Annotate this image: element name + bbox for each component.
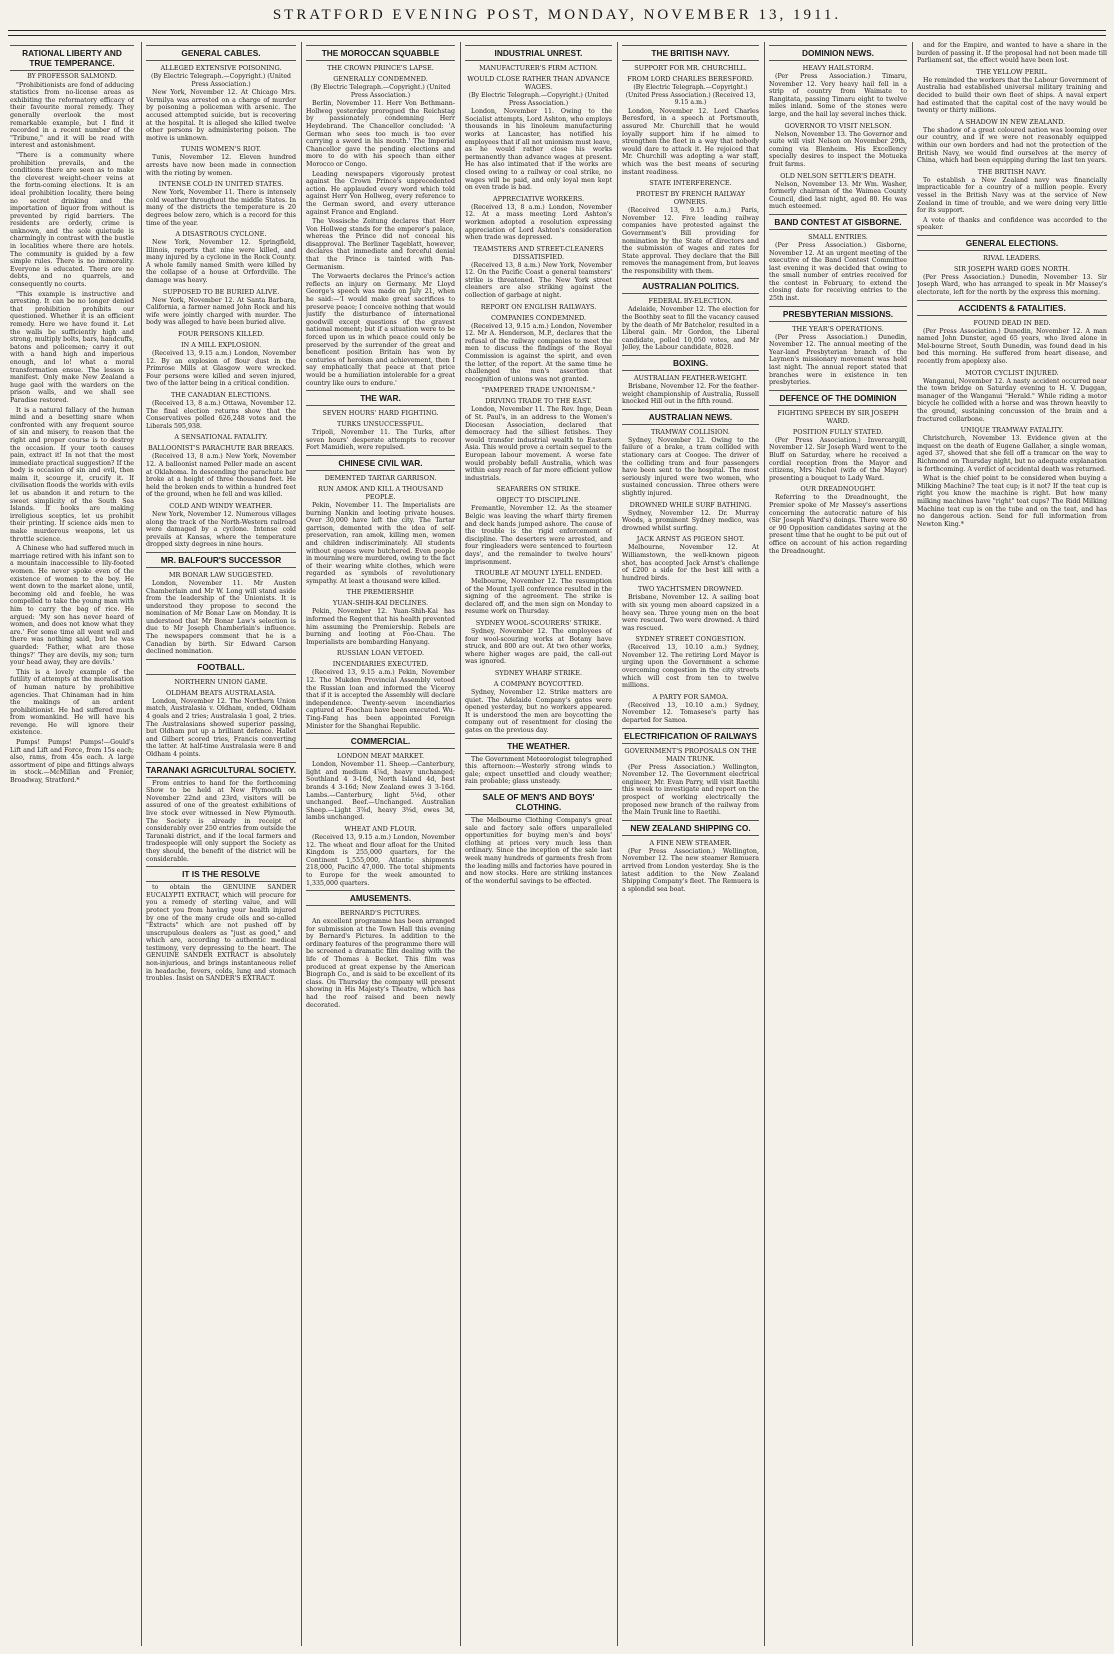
sub-headline: DEMENTED TARTAR GARRISON.: [324, 473, 437, 482]
article-paragraph: (Received 13, 8 a.m.) London, November 12. At a mass meeting Lord Ashton's workmen adopted a resolution expressing appreciation of Lord Ashton's consideration when trade was depressed.: [465, 203, 612, 242]
article-paragraph: London, November 11. Sheep.—Canterbury, light and medium 4⅞d, heavy unchanged; Southland 4 3-16d, North Island 4d, best brands 4 3-16d; New Zealand ewes 3 3-16d. Lambs.—Canterbury, light 5⅛d, other unchanged. Beef.—Unchanged. Australian Sheep.—Light 3⅞d, heavy 3⅝d, ewes 3d, lambs unchanged.: [306, 761, 455, 822]
sub-headline: SEAFARERS ON STRIKE.: [496, 485, 581, 494]
sub-headline: MOTOR CYCLIST INJURED.: [965, 368, 1059, 377]
byline: (By Electric Telegraph.—Copyright.) (United Press Association.): [310, 84, 451, 99]
byline: BY PROFESSOR SALMOND.: [27, 73, 117, 80]
sub-headline: BERNARD'S PICTURES.: [340, 909, 421, 918]
sub-headline: SUPPORT FOR MR. CHURCHILL.: [634, 64, 747, 72]
sub-headline: AUSTRALIAN FEATHER-WEIGHT.: [633, 374, 748, 383]
article-headline: INDUSTRIAL UNREST.: [465, 45, 612, 61]
column-divider: [460, 42, 461, 1646]
sub-headline: SYDNEY WHARF STRIKE.: [494, 669, 583, 678]
sub-headline: SUPPOSED TO BE BURIED ALIVE.: [162, 287, 280, 296]
column-divider: [764, 42, 765, 1646]
byline: (By Electric Telegraph.—Copyright.) (United Press Association.) (Received 13, 9.15 a.m.): [625, 84, 756, 107]
article-paragraph: (Received 13, 10.10 a.m.) Sydney, November 12. Tomasese's party has departed for Samoa.: [622, 701, 759, 725]
sub-headline: COMPANIES CONDEMNED.: [490, 313, 587, 322]
article-paragraph: A Chinese who had suffered much in marriage retired with his infant son to a mountain inaccessible to lily-footed women. He never spoke even of the existence of women to the boy. He went down to the market alone, until, becoming old and feeble, he was compelled to take the young man with him to carry the bag of rice. He argued: 'My son has never heard of women, and does not know what they are.' For some time all went well and there was nothing said, but he was guarded: 'Father, what are those things?' 'They are devils, my son; turn your head away, they are devils.': [10, 545, 134, 667]
sub-headline: POSITION FULLY STATED.: [792, 427, 884, 436]
article-paragraph: He reminded the workers that the Labour Government of Australia had established universal military training and decided to build their own fleet of ships. A naval expert had estimated that the capital cost of the navy would be twenty or thirty millions.: [917, 76, 1107, 115]
sub-headline: IN A MILL EXPLOSION.: [180, 341, 262, 350]
article-paragraph: (Per Press Association.) Dunedin, November 12. The annual meeting of the Year-land Presbyterian branch of the Laymen's missionary movement was held last night. The annual report stated that branches were in existence in ten presbyteries.: [769, 333, 907, 387]
sub-headline: INCENDIARIES EXECUTED.: [332, 660, 429, 669]
article-paragraph: (Received 13, 9.15 a.m.) Paris, November 12. Five leading railway companies have protested against the Government's Bill providing for nomination by the State of directors and the submission of wages and rates for State approval. They declare that the Bill removes the management from, but leaves the responsibility with them.: [622, 207, 759, 275]
article-paragraph: A vote of thanks and confidence was accorded to the speaker.: [917, 216, 1107, 232]
article-headline: MR. BALFOUR'S SUCCESSOR: [146, 552, 296, 568]
sub-headline: A COMPANY BOYCOTTED.: [493, 680, 584, 689]
sub-headline: A PARTY FOR SAMOA.: [652, 692, 729, 701]
article-headline: GENERAL ELECTIONS.: [917, 235, 1107, 251]
article-paragraph: Sydney, November 12. Strike matters are quiet. The Adelaide Company's gates were opened yesterday, but no workers appeared. It is understood the men are boycotting the company out of resentment for closing the gates on the previous day.: [465, 689, 612, 734]
article-paragraph: (Received 13, 8 a.m.) New York, November 12. A balloonist named Peller made an ascent at Oklahoma. In descending the parachute bar broke at a height of three thousand feet. He held the broken ends to within a hundred feet of the ground, when he fell and was killed.: [146, 453, 296, 499]
sub-headline: SYDNEY STREET CONGESTION.: [635, 635, 746, 644]
sub-headline: THE PREMIERSHIP.: [346, 588, 415, 597]
column-divider: [912, 42, 913, 1646]
article-paragraph: Referring to the Dreadnought, the Premier spoke of Mr Massey's assertions concerning the autocratic nature of his (Sir Joseph Ward's) doings. There were 80 or 90 Opposition candidates saying at the present time that he ought to be put out of office on account of his action regarding the Dreadnought.: [769, 494, 907, 555]
byline: (By Electric Telegraph.—Copyright.) (United Press Association.): [468, 92, 609, 107]
article-paragraph: (Per Press Association.) Gisborne, November 12. At an urgent meeting of the executive of the Band Contest Committee last evening it was decided that owing to the small number of entries received for the contest in February, to extend the closing date for receiving entries to the 25th inst.: [769, 241, 907, 303]
column-4: [465, 42, 612, 1646]
article-paragraph: (Per Press Association.) Dunedin, November 12. A man named John Dunster, aged 65 years, who lived alone in Mel-bourne Street, South Dunedin, was found dead in his bed this morning. He suffered from heart disease, and recently from apoplexy also.: [917, 327, 1107, 366]
article-headline: COMMERCIAL.: [306, 733, 455, 749]
article-paragraph: "This example is instructive and arresting. It can be no longer denied that prohibition prohibits our questioned. Whether it is an efficient remedy. Here we have found it. Let the walls be sufficiently high and strong, multiply bolts, bars, handcuffs, batons and policemen; carry it out with a hand high and imperious enough, and lo! what a moral transformation ensue. The lesson is manifest. Only make New Zealand a huge gaol with the warders on the prison walls, and we shall see Paradise restored.: [10, 290, 134, 404]
article-headline: AMUSEMENTS.: [306, 890, 455, 906]
sub-headline: BALLOONIST'S PARACHUTE BAR BREAKS.: [147, 444, 295, 453]
sub-headline: THE YELLOW PERIL.: [976, 67, 1048, 76]
sub-headline: TRAMWAY COLLISION.: [651, 427, 730, 436]
article-paragraph: and for the Empire, and wanted to have a share in the burden of passing it. If the proposal had not been made till Parliament sat, the effect would have been lost.: [917, 42, 1107, 65]
article-paragraph: New York, November 12. At Chicago Mrs. Vermilya was arrested on a charge of murder by poisoning a policeman with arsenic. The accused attempted suicide, but is recovering at the hospital. It is alleged she killed twelve other persons by administering poison. The motive is unknown.: [146, 89, 296, 142]
article-paragraph: Christchurch, November 13. Evidence given at the inquest on the death of Eugene Gallaher, a single woman, aged 37, showed that she fell off a tramcar on the way to Richmond on Thursday night, but no adequate explanation is forthcoming. A verdict of accidental death was returned.: [917, 435, 1107, 473]
article-paragraph: The shadow of a great coloured nation was looming over our country, and if we were not reasonably equipped within our own borders and had not the protection of the British Navy, we would find ourselves at the mercy of China, which had been equipping during the last ten years.: [917, 126, 1107, 165]
article-headline: DOMINION NEWS.: [769, 45, 907, 61]
sub-headline: INTENSE COLD IN UNITED STATES.: [158, 180, 284, 189]
article-headline: SALE OF MEN'S AND BOYS' CLOTHING.: [465, 789, 612, 815]
sub-headline: FOUND DEAD IN BED.: [973, 318, 1051, 327]
article-paragraph: Fremantle, November 12. As the steamer Belgic was leaving the wharf thirty firemen and deck hands jumped ashore. The cause of the trouble is the rigid enforcement of discipline. The deserters were arrested, and four ringleaders were sentenced to fourteen days', and the remainder to twelve hours' imprisonment.: [465, 505, 612, 566]
sub-headline: RIVAL LEADERS.: [983, 253, 1041, 262]
sub-headline: RUN AMOK AND KILL A THOUSAND PEOPLE.: [317, 484, 444, 501]
sub-headline: MR BONAR LAW SUGGESTED.: [168, 570, 274, 579]
article-paragraph: (Received 13, 8 a.m.) Ottawa, November 12. The final election returns show that the Conservatives polled 626,248 votes and the Liberals 595,938.: [146, 400, 296, 430]
article-paragraph: Tripoli, November 11. The Turks, after seven hours' desperate attempts to recover Fort Mamidieh, were repulsed.: [306, 429, 455, 452]
sub-headline: TROUBLE AT MOUNT LYELL ENDED.: [474, 569, 603, 578]
article-paragraph: Sydney, November 12. Owing to the failure of a brake, a tram collided with stationary cars at Coogee. The driver of the colliding tram and four passengers have been sent to the hospital. The most seriously injured were two women, who sustained concussion. Three others were slightly injured.: [622, 436, 759, 497]
article-paragraph: New York, November 12. Numerous villages along the track of the North-Western railroad were damaged by a cyclone. Intense cold prevails at Kansas, where the temperature dropped sixty degrees in nine hours.: [146, 510, 296, 549]
article-paragraph: Adelaide, November 12. The election for the Boothby seat to fill the vacancy caused by the death of Mr Batchelor, resulted in a Liberal gain. Mr Gordon, the Liberal candidate, polled 10,050 votes, and Mr Jelley, the Labour candidate, 8028.: [622, 306, 759, 352]
masthead-rule-bottom: [8, 35, 1106, 36]
article-paragraph: (Per Press Association.) Invercargill, November 12. Sir Joseph Ward went to the Bluff on Saturday, where he received a cordial reception from the Mayor and citizens, Mrs Nichol (wife of the Mayor) presenting a bouquet to Lady Ward.: [769, 436, 907, 482]
column-divider: [301, 42, 302, 1646]
article-paragraph: London, November 11. Mr Austen Chamberlain and Mr W. Long will stand aside from the leadership of the Unionists. It is understood they propose to second the nomination of Mr Bonar Law on Monday. It is understood that Mr Bonar Law's selection is due to Mr Joseph Chamberlain's influence. The newspapers comment that he is a Canadian by birth. Sir Edward Carson declined nomination.: [146, 579, 296, 656]
article-paragraph: "There is a community where prohibition prevails, and the conditions there are seen as to make the cleverest weight-cheer veins at the fortn-coming elections. It is an ideal prohibition locality, there being no secret drinking and the importation of liquor from without is prevented by rigid barriers. The residents are orderly, crime is unknown, and the sole quietude is charmingly in contrast with the bustle in localities where there are hotels. The community is guided by a few simple rules. There is no immorality. Everyone is educated. There are no debts, and no quarrels, and consequently no courts.: [10, 151, 134, 289]
article-paragraph: to obtain the GENUINE SANDER EUCALYPTI EXTRACT, which will procure for you a remedy of sterling value, and will protect you from having your health injured by one of the many crude oils and so-called "Extracts" which are not pushed off by unscrupulous dealers as "just as good," and which are, according to authentic medical testimony, very depressing to the heart. The GENUINE SANDER EXTRACT is absolutely non-injurious, and brings instantaneous relief in headache, fevers, colds, lung and stomach troubles. Insist on SANDER'S EXTRACT.: [146, 884, 296, 983]
sub-headline: OUR DREADNOUGHT.: [800, 485, 876, 494]
article-paragraph: Nelson, November 13. The Governor and suite will visit Nelson on November 29th, coming via Blenheim. His Excellency specially desires to inspect the Motueka fruit farms.: [769, 130, 907, 168]
sub-headline: ALLEGED EXTENSIVE POISONING.: [160, 64, 282, 72]
article-paragraph: Leading newspapers vigorously protest against the Crown Prince's unprecedented action. He applauded every word which told against Herr Von Hollweg, every reference to the German sword, and every utterance against France and England.: [306, 170, 455, 216]
article-paragraph: Brisbane, November 12. A sailing boat with six young men aboard capsized in a heavy sea. Three young men on the boat were rescued. Two were drowned. A third was rescued.: [622, 594, 759, 632]
article-paragraph: Sydney, November 12. The employees of four wool-scouring works at Botany have struck, and 800 are out. At two other works, where higher wages are paid, the call-out was ignored.: [465, 628, 612, 666]
sub-headline: FEDERAL BY-ELECTION.: [648, 297, 733, 306]
sub-headline: WHEAT AND FLOUR.: [344, 824, 417, 833]
article-headline: TARANAKI AGRICULTURAL SOCIETY.: [146, 762, 296, 778]
article-headline: ELECTRIFICATION OF RAILWAYS: [622, 728, 759, 744]
sub-headline: TWO YACHTSMEN DROWNED.: [637, 585, 744, 594]
article-headline: THE MOROCCAN SQUABBLE: [306, 45, 455, 61]
article-paragraph: Brisbane, November 12. For the feather-weight championship of Australia, Russell knocked Hill out in the fifth round.: [622, 383, 759, 406]
sub-headline: OBJECT TO DISCIPLINE.: [496, 496, 581, 505]
sub-headline: REPORT ON ENGLISH RAILWAYS.: [480, 302, 597, 311]
sub-headline: COLD AND WINDY WEATHER.: [169, 501, 273, 510]
column-divider: [141, 42, 142, 1646]
article-headline: IT IS THE RESOLVE: [146, 866, 296, 882]
sub-headline: DROWNED WHILE SURF BATHING.: [629, 500, 752, 509]
column-3: [306, 42, 455, 1646]
sub-headline: OLDHAM BEATS AUSTRALASIA.: [166, 688, 276, 697]
sub-headline: A SHADOW IN NEW ZEALAND.: [958, 117, 1066, 126]
article-paragraph: Pekin, November 11. The Imperialists are burning Nankin and looting private houses. Over 30,000 have left the city. The Tartar garrison, demented with the idea of self-preservation, ran amok, killing men, women and children indiscriminately. All students without queues were butchered. Even people in mourning were murdered, owing to the fact of their wearing white clothes, which were regarded as symbols of revolutionary sympathy. At least a thousand were killed.: [306, 501, 455, 585]
sub-headline: "PAMPERED TRADE UNIONISM.": [481, 386, 596, 395]
article-headline: THE BRITISH NAVY.: [622, 45, 759, 61]
article-paragraph: The Vossische Zeitung declares that Herr Von Hollweg stands for the emperor's palace, whereas the Prince did not conceal his disapproval. The Berliner Tageblatt, however, declares that immediate and forceful denial that the Prince is tainted with Pan-Germanism.: [306, 218, 455, 271]
sub-headline: SYDNEY WOOL-SCOURERS' STRIKE.: [475, 619, 602, 628]
sub-headline: UNIQUE TRAMWAY FATALITY.: [960, 426, 1064, 435]
advertisement-notice: Pumps! Pumps! Pumps!—Gould's Lift and Lift and Force, from 15s each; also, rams, from 45s each. A large assortment of pipe and fittings always in stock.—McMillan and Frenier, Broadway, Stratford.*: [10, 739, 134, 785]
article-headline: AUSTRALIAN NEWS.: [622, 409, 759, 425]
sub-headline: SMALL ENTRIES.: [808, 232, 868, 241]
article-headline: BOXING.: [622, 355, 759, 371]
article-paragraph: Nelson, November 13. Mr Wm. Washer, formerly chairman of the Waimea County Council, died last night, aged 80. He was much esteemed.: [769, 180, 907, 211]
sub-headline: TUNIS WOMEN'S RIOT.: [180, 145, 262, 154]
article-paragraph: (Per Press Association.) Wellington, November 12. The new steamer Remuera arrived from London yesterday. She is the latest addition to the New Zealand Shipping Company's fleet. The Remuera is a splendid sea boat.: [622, 847, 759, 893]
article-headline: ACCIDENTS & FATALITIES.: [917, 300, 1107, 316]
article-headline: RATIONAL LIBERTY AND TRUE TEMPERANCE.: [10, 45, 134, 71]
sub-headline: APPRECIATIVE WORKERS.: [492, 194, 585, 203]
column-7: [917, 42, 1107, 1646]
article-paragraph: London, November 11. Owing to the Socialist attempts, Lord Ashton, who employs thousands in his linoleum manufacturing works at Lancaster, has notified his employees that if all not unionism must leave, as he would rather close his works permanently than advance wages at present. He has also intimated that if the works are closed owing to a railway or coal strike, no wages will be paid, and only loyal men kept on even trade is bad.: [465, 108, 612, 192]
sub-headline: YUAN-SHIH-KAI DECLINES.: [332, 599, 429, 608]
sub-headline: FIGHTING SPEECH BY SIR JOSEPH WARD.: [777, 408, 899, 425]
sub-headline: THE YEAR'S OPERATIONS.: [792, 324, 884, 333]
article-paragraph: This is a lovely example of the futility of attempts at the moralisation of human nature by prohibitive agencies. That Chinaman had in him the makings of an ardent prohibitionist. He had suffered much from womankind. He will have his revenge. He will ignore their existence.: [10, 668, 134, 737]
sub-headline: NORTHERN UNION GAME.: [174, 677, 268, 686]
sub-headline: GOVERNMENT'S PROPOSALS ON THE MAIN TRUNK.: [624, 746, 757, 763]
sub-headline: FOUR PERSONS KILLED.: [177, 330, 265, 339]
article-paragraph: Sydney, November 12. Dr. Murray Woods, a prominent Sydney medico, was drowned whilst surfing.: [622, 509, 759, 532]
article-paragraph: Wanganui, November 12. A nasty accident occurred near the town bridge on Saturday evening to H. V. Duggan, manager of the Wanganui "Herald." While riding a motor bicycle he collided with a horse and was thrown heavily to the ground, sustaining concussion of the brain and a fractured collarbone.: [917, 377, 1107, 423]
article-headline: FOOTBALL.: [146, 659, 296, 675]
sub-headline: TEAMSTERS AND STREET-CLEANERS DISSATISFIED.: [473, 244, 604, 261]
sub-headline: THE CROWN PRINCE'S LAPSE.: [327, 64, 434, 72]
article-paragraph: An excellent programme has been arranged for submission at the Town Hall this evening by Bernard's Pictures. In addition to the ordinary features of the programme there will be screened a dramatic film dealing with the life of Thomas à Becket. This film was produced at great expense by the American Biograph Co., and is said to be excellent of its class. On Thursday the company will present showing in His Majesty's Theatre, which has had the roof raised and been newly decorated.: [306, 918, 455, 1009]
article-paragraph: (Received 13, 9.15 a.m.) London, November 12. By an explosion of flour dust in the Primrose Mills at Glasgow were wrecked. Four persons were killed and seven injured, two of the latter being in a critical condition.: [146, 350, 296, 388]
article-paragraph: Berlin, November 11. Herr Von Bethmann-Hollweg yesterday prorogued the Reichstag by passionately condemning Herr Heydebrand. The Chancellor concluded: 'A German who sees too much is too ever carrying a sword in his mouth.' The Imperial Chancellor gave the pending elections and more to do with his speech than either Morocco or Congo.: [306, 100, 455, 168]
sub-headline: MANUFACTURER'S FIRM ACTION.: [479, 64, 598, 72]
article-paragraph: "Prohibitionists are fond of adducing statistics from no-license areas as exhibiting the reformatory efficacy of their favourite moral remedy. They generally overlook the most remarkable example, but I find it recorded in a recent number of the "Tribune," and it will be read with interest and astonishment.: [10, 81, 134, 150]
article-paragraph: (Received 13, 9.15 a.m.) London, November 12. The wheat and flour afloat for the United Kingdom is 255,000 quarters, for the Continent 1,555,000, Atlantic shipments 218,000, Pacific 47,000. The total shipments to Europe for the week amounted to 1,335,000 quarters.: [306, 833, 455, 887]
article-paragraph: (Per Press Association.) Timaru, November 12. Very heavy hail fell in a strip of country from Waimate to Rangitata, passing Timaru eight to twelve miles inland. Some of the stones were large, and the hail lay several inches thick.: [769, 73, 907, 118]
sub-headline: GOVERNOR TO VISIT NELSON.: [784, 121, 892, 130]
sub-headline: SEVEN HOURS' HARD FIGHTING.: [322, 409, 439, 418]
article-headline: PRESBYTERIAN MISSIONS.: [769, 306, 907, 322]
sub-headline: GENERALLY CONDEMNED.: [333, 75, 428, 83]
article-paragraph: (Received 13, 9.15 a.m.) Pekin, November 12. The Mukden Provincial Assembly vetoed the Russian loan and informed the Viceroy that if it is accepted the Assembly will declare independence. Twenty-seven incendiaries captured at Foochau have been executed. Wu-Ting-Fang has been appointed Foreign Minister for the Shanghai Republic.: [306, 669, 455, 730]
sub-headline: TURKS UNSUCCESSFUL.: [336, 420, 425, 429]
sub-headline: FROM LORD CHARLES BERESFORD.: [627, 75, 754, 83]
masthead-rule-top: [8, 30, 1106, 31]
article-paragraph: New York, November 12. Springfield, Illinois, reports that nine were killed, and many injured by a cyclone in the Rock County. A whole family named Smith were killed by the collapse of a house at Orfordville. The damage was heavy.: [146, 239, 296, 285]
sub-headline: A DISASTROUS CYCLONE.: [175, 230, 267, 239]
article-paragraph: The Melbourne Clothing Company's great sale and factory sale offers unparalleled opportunities for buying men's and boys' clothing at prices very much less than ordinary. Since the inception of the sale last week many hundreds of garments fresh from the leading mills and factories have poured in and now stocks. Here are striking instances of the wonderful savings to be effected.: [465, 816, 612, 885]
sub-headline: PROTEST BY FRENCH RAILWAY OWNERS.: [635, 190, 746, 207]
masthead: STRATFORD EVENING POST, MONDAY, NOVEMBER 13, 1911.: [272, 7, 842, 23]
sub-headline: WOULD CLOSE RATHER THAN ADVANCE WAGES.: [467, 75, 610, 91]
article-headline: AUSTRALIAN POLITICS.: [622, 278, 759, 294]
article-paragraph: From entries to hand for the forthcoming Show to be held at New Plymouth on November 22nd and 23rd, visitors will be assured of one of the greatest exhibitions of live stock ever witnessed in New Plymouth. The Society is already in receipt of considerably over 250 entries from outside the Taranaki district, and if the local farmers and tradespeople will only support the Society as they should, the benefit of the district will be considerable.: [146, 779, 296, 863]
article-paragraph: (Received 13, 8 a.m.) New York, November 12. On the Pacific Coast a general teamsters' strike is threatened. The New York street cleaners are also striking against the collection of garbage at night.: [465, 261, 612, 300]
article-headline: CHINESE CIVIL WAR.: [306, 455, 455, 471]
column-divider: [617, 42, 618, 1646]
sub-headline: SIR JOSEPH WARD GOES NORTH.: [953, 264, 1071, 273]
article-headline: BAND CONTEST AT GISBORNE.: [769, 214, 907, 230]
article-paragraph: (Per Press Association.) Wellington, November 12. The Government electrical engineer, Mr. Evan Parry, will visit Raetihi this week to investigate and report on the prospect of working electrically the proposed new branch of the railway from the Main Trunk line to Raetihi.: [622, 763, 759, 817]
article-paragraph: London, November 11. The Rev. Inge, Dean of St. Paul's, in an address to the Women's Diocesan Association, declared that democracy had the silliest fetishes. They would transfer industrial wealth to Eastern Asia. This would prove a certain sequel to the European labour movement. A worse fate would probably befall Australia, which was within easy reach of far more efficient yellow industrials.: [465, 406, 612, 482]
sub-headline: STATE INTERFERENCE.: [649, 179, 732, 188]
sub-headline: THE CANADIAN ELECTIONS.: [170, 391, 272, 399]
article-paragraph: It is a natural fallacy of the human mind and a besetting snare when confronted with any frequent source of sin and misery, to reason that the right and proper course is to destroy the occasion. If your tooth causes pain, extract it! In not that the most immediate practical suggestion? If the body is occasion of sin and evil, then maim it, scourge it, crucify it. If civilisation floods the worlds with evils let us abandon it and return to the sweet simplicity of the South Sea Islands. If books are making irreligious sceptics, let us prohibit their printing. If science aids men to make murderous weapons, let us throttle science.: [10, 406, 134, 543]
article-paragraph: The Vorwaerts declares the Prince's action reflects an injury on Germany. Mr Lloyd George's speech was made on July 21, when he said:—'I would make great sacrifices to preserve peace; I conceive nothing that would justify the disturbance of international goodwill except questions of the gravest national moment; but if a situation were to be forced upon us in which peace could only be preserved by the surrender of the great and beneficent position Britain has won by centuries of heroism and achievement, then I say emphatically that peace at that price would be a humiliation intolerable for a great country like ours to endure.': [306, 273, 455, 387]
column-2: [146, 42, 296, 1646]
sub-headline: HEAVY HAILSTORM.: [802, 64, 874, 72]
article-paragraph: London, November 12. Lord Charles Beresford, in a speech at Portsmouth, assured Mr. Churchill that he would loyally support him if he aimed to strengthen the fleet in a way that nobody would dare to attack it. He rejoiced that Mr. Churchill was adopting a war staff, which was the best means of securing instant readiness.: [622, 107, 759, 176]
sub-headline: RUSSIAN LOAN VETOED.: [336, 649, 425, 658]
article-paragraph: The Government Meteorologist telegraphed this afternoon:—Westerly strong winds to gale; expect unsettled and cloudy weather; rain probable; glass unsteady.: [465, 755, 612, 786]
article-paragraph: Pekin, November 12. Yuan-Shih-Kai has informed the Regent that his health prevented him assuming the Premiership. Rebels are burning and looting at Foo-Chau. The Imperialists are bombarding Hanyang.: [306, 608, 455, 646]
article-headline: DEFENCE OF THE DOMINION: [769, 390, 907, 406]
sub-headline: LONDON MEAT MARKET.: [336, 752, 425, 761]
article-paragraph: To establish a New Zealand navy was financially impracticable for a country of a million people. Every vessel in the British Navy was at the service of New Zealand in time of trouble, and we were doing very little for its support.: [917, 176, 1107, 215]
byline: (By Electric Telegraph.—Copyright.) (United Press Association.): [151, 73, 291, 88]
sub-headline: DRIVING TRADE TO THE EAST.: [485, 397, 592, 406]
column-1: [10, 42, 134, 1646]
article-headline: NEW ZEALAND SHIPPING CO.: [622, 820, 759, 836]
article-paragraph: (Received 13, 9.15 a.m.) London, November 12. Mr A. Henderson, M.P., declares that the refusal of the railway companies to meet the men to discuss the findings of the Royal Commission is against the spirit, and even the letter, of the report. At the same time he challenged the men's assertion that recognition of unions was not granted.: [465, 322, 612, 383]
article-paragraph: Melbourne, November 12. At Williamstown, the well-known pigeon shot, has accepted Jack Arnst's challenge of £200 a side for the best kill with a hundred birds.: [622, 544, 759, 582]
article-paragraph: (Received 13, 10.10 a.m.) Sydney, November 12. The retiring Lord Mayor is urging upon the Government a scheme overcoming congestion in the city streets which will cost from ten to twelve millions.: [622, 644, 759, 690]
article-headline: THE WAR.: [306, 390, 455, 406]
column-6: [769, 42, 907, 1646]
article-paragraph: New York, November 12. At Santa Barbara, California, a farmer named John Rock and his wife were jointly charged with murder. The body was alleged to have been buried alive.: [146, 296, 296, 327]
article-headline: GENERAL CABLES.: [146, 45, 296, 61]
article-paragraph: Melbourne, November 12. The resumption of the Mount Lyell conference resulted in the signing of the agreement. The strike is declared off, and the men sign on Monday to resume work on Thursday.: [465, 578, 612, 616]
column-5: [622, 42, 759, 1646]
article-paragraph: (Per Press Association.) Dunedin, November 13. Sir Joseph Ward, who has arranged to speak in Mr Massey's electorate, left for the north by the express this morning.: [917, 273, 1107, 297]
sub-headline: THE BRITISH NAVY.: [977, 167, 1047, 176]
advertisement-notice: What is the chief point to be considered when buying a Milking Machine? The teat cup; is it not? If the teat cup is right you know the machine is right. But how many milking machines have "right" teat cups? The Ridd Milking Machine teat cup is on the tube and on the teat, and has no dangerous action. Send for full information from Newton King.*: [917, 475, 1107, 528]
article-paragraph: London, November 12. The Northern Union match, Australasia v. Oldham, ended, Oldham 4 goals and 2 tries; Australasia 1 goal, 2 tries. The Australasians showed superior passing, but Oldham put up a brilliant defence. Hallet and Gilbert scored tries, Francis converting the latter. At half-time Australasia were 8 and Oldham 4 points.: [146, 697, 296, 758]
sub-headline: OLD NELSON SETTLER'S DEATH.: [780, 171, 896, 180]
article-paragraph: Tunis, November 12. Eleven hundred arrests have now been made in connection with the rioting by women.: [146, 154, 296, 177]
sub-headline: A SENSATIONAL FATALITY.: [174, 433, 268, 442]
sub-headline: JACK ARNST AS PIGEON SHOT.: [636, 535, 745, 544]
article-paragraph: New York, November 11. There is intensely cold weather throughout the middle States. In many of the districts the temperature is 20 degrees below zero, which is a record for this time of the year.: [146, 189, 296, 227]
article-headline: THE WEATHER.: [465, 738, 612, 754]
sub-headline: A FINE NEW STEAMER.: [649, 838, 732, 847]
